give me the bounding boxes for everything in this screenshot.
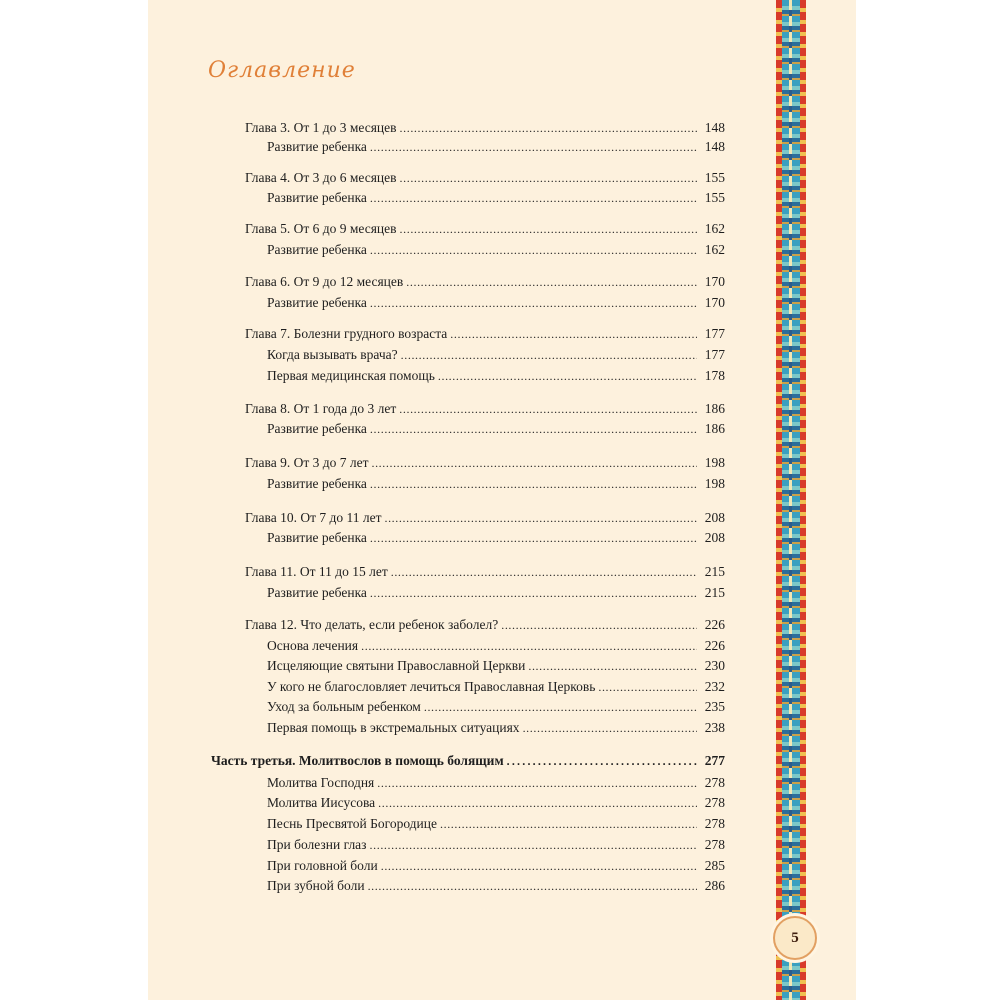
ornament-edge-right xyxy=(800,0,806,1000)
toc-entry: Глава 4. От 3 до 6 месяцев . . . 155 xyxy=(245,170,725,190)
toc-entry: Основа лечения . . . 226 xyxy=(267,638,725,658)
toc-entry: Развитие ребенка . . . 198 xyxy=(267,476,725,496)
toc-entry: Когда вызывать врача? . . . 177 xyxy=(267,347,725,367)
toc-entry: Развитие ребенка . . . 186 xyxy=(267,421,725,441)
toc-entry: Глава 12. Что делать, если ребенок заболел? . . . 226 xyxy=(245,617,725,637)
page-title: Оглавление xyxy=(208,58,356,83)
toc-entry: Глава 6. От 9 до 12 месяцев . . . 170 xyxy=(245,274,725,294)
toc-entry: Уход за больным ребенком . . . 235 xyxy=(267,699,725,719)
toc-entry: Глава 10. От 7 до 11 лет . . . 208 xyxy=(245,510,725,530)
toc-entry: Развитие ребенка . . . 148 xyxy=(267,139,725,159)
toc-entry: Развитие ребенка . . . 215 xyxy=(267,585,725,605)
toc-entry: Глава 8. От 1 года до 3 лет . . . 186 xyxy=(245,401,725,421)
toc-entry: Глава 7. Болезни грудного возраста . . . 177 xyxy=(245,326,725,346)
ornament-edge-left xyxy=(776,0,782,1000)
toc-entry: При болезни глаз . . . 278 xyxy=(267,837,725,857)
toc-entry: Глава 9. От 3 до 7 лет . . . 198 xyxy=(245,455,725,475)
toc-entry: Молитва Иисусова . . . 278 xyxy=(267,795,725,815)
toc-entry: Исцеляющие святыни Православной Церкви . . . 230 xyxy=(267,658,725,678)
toc-entry: Развитие ребенка . . . 162 xyxy=(267,242,725,262)
toc-entry: Песнь Пресвятой Богородице . . . 278 xyxy=(267,816,725,836)
toc-entry: Развитие ребенка . . . 155 xyxy=(267,190,725,210)
ornament-stripe xyxy=(789,0,792,1000)
toc-entry: Первая медицинская помощь . . . 178 xyxy=(267,368,725,388)
toc-entry: Глава 3. От 1 до 3 месяцев . . . 148 xyxy=(245,120,725,140)
toc-entry: Молитва Господня . . . 278 xyxy=(267,775,725,795)
toc-part-heading: Часть третья. Молитвослов в помощь болящим . . . 277 xyxy=(211,753,725,773)
page-number: 5 xyxy=(773,916,817,960)
toc-entry: При зубной боли . . . 286 xyxy=(267,878,725,898)
toc-entry: Развитие ребенка . . . 170 xyxy=(267,295,725,315)
toc-entry: Глава 5. От 6 до 9 месяцев . . . 162 xyxy=(245,221,725,241)
toc-entry: У кого не благословляет лечиться Православная Церковь . . . 232 xyxy=(267,679,725,699)
toc-entry: При головной боли . . . 285 xyxy=(267,858,725,878)
toc-entry: Глава 11. От 11 до 15 лет . . . 215 xyxy=(245,564,725,584)
toc-entry: Развитие ребенка . . . 208 xyxy=(267,530,725,550)
toc-entry: Первая помощь в экстремальных ситуациях . . . 238 xyxy=(267,720,725,740)
